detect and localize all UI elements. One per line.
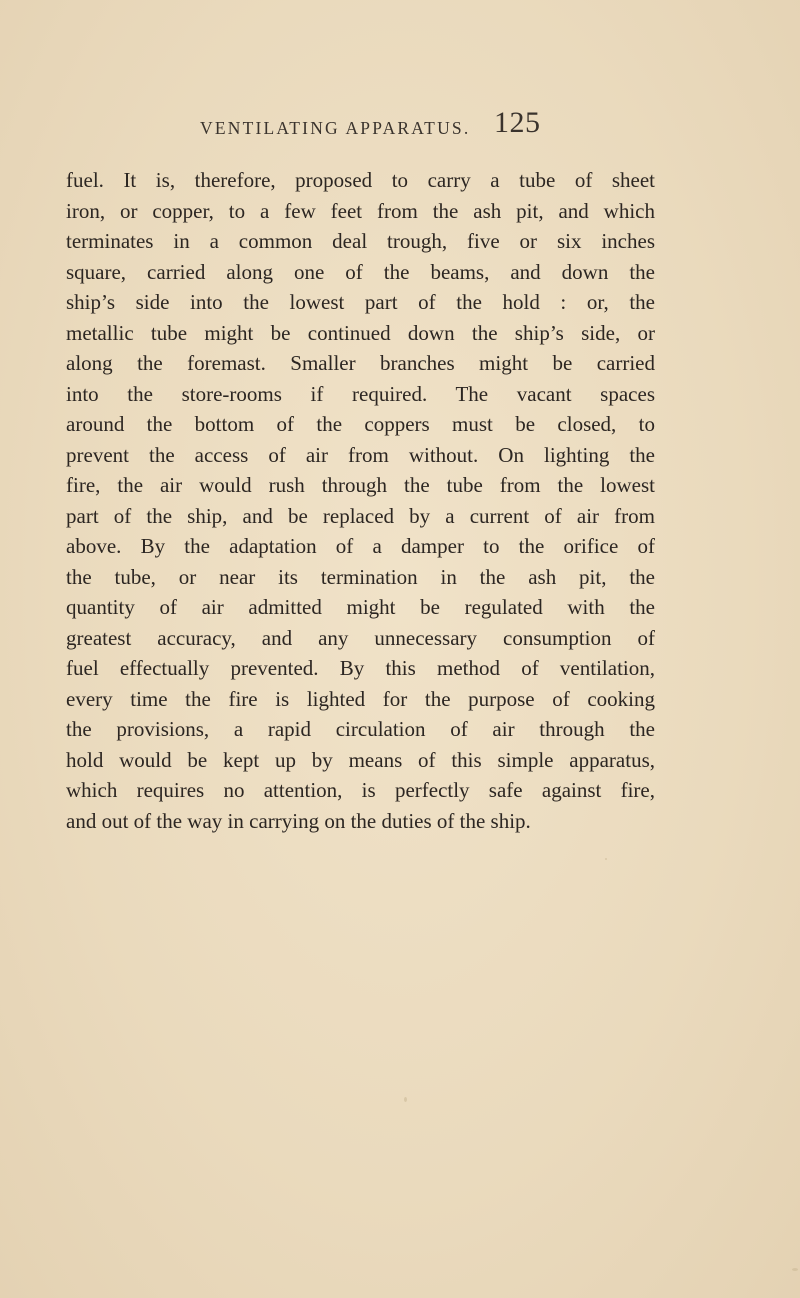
text-line: iron, or copper, to a few feet from the ash pit, and which [66, 198, 655, 223]
running-head [200, 106, 720, 146]
running-title: VENTILATING APPARATUS. [200, 118, 471, 138]
text-line: into the store-rooms if required. The vacant spaces [66, 381, 655, 406]
text-line: around the bottom of the coppers must be closed, to [66, 412, 655, 436]
text-line: part of the ship, and be replaced by a current of air from [66, 503, 655, 528]
text-line: and out of the way in carrying on the duties of the ship. [66, 808, 531, 833]
text-line: greatest accuracy, and any unnecessary consumption of [66, 625, 655, 650]
text-line: fuel. It is, therefore, proposed to carry a tube of sheet [66, 168, 655, 192]
text-line: every time the fire is lighted for the purpose of cooking [66, 686, 655, 711]
text-line: quantity of air admitted might be regulated with the [66, 595, 655, 619]
text-line: along the foremast. Smaller branches might be carried [66, 351, 655, 375]
text-line: the tube, or near its termination in the ash pit, the [66, 564, 655, 589]
page-number: 125 [494, 106, 541, 139]
text-line: the provisions, a rapid circulation of air through the [66, 717, 655, 741]
text-line: prevent the access of air from without. On lighting the [66, 442, 655, 467]
body-paragraph [66, 165, 655, 836]
paper-speck [792, 1268, 798, 1271]
text-line: hold would be kept up by means of this simple apparatus, [66, 747, 655, 772]
text-line: fire, the air would rush through the tube from the lowest [66, 473, 655, 497]
text-line: ship’s side into the lowest part of the hold : or, the [66, 290, 655, 314]
text-line: metallic tube might be continued down the ship’s side, or [66, 320, 655, 345]
text-line: terminates in a common deal trough, five or six inches [66, 229, 655, 253]
paper-speck [605, 858, 607, 860]
text-line: square, carried along one of the beams, and down the [66, 259, 655, 284]
paper-speck [404, 1097, 407, 1102]
text-line: which requires no attention, is perfectly safe against fire, [66, 778, 655, 802]
text-line: fuel effectually prevented. By this method of ventilation, [66, 656, 655, 680]
text-line: above. By the adaptation of a damper to the orifice of [66, 534, 655, 558]
